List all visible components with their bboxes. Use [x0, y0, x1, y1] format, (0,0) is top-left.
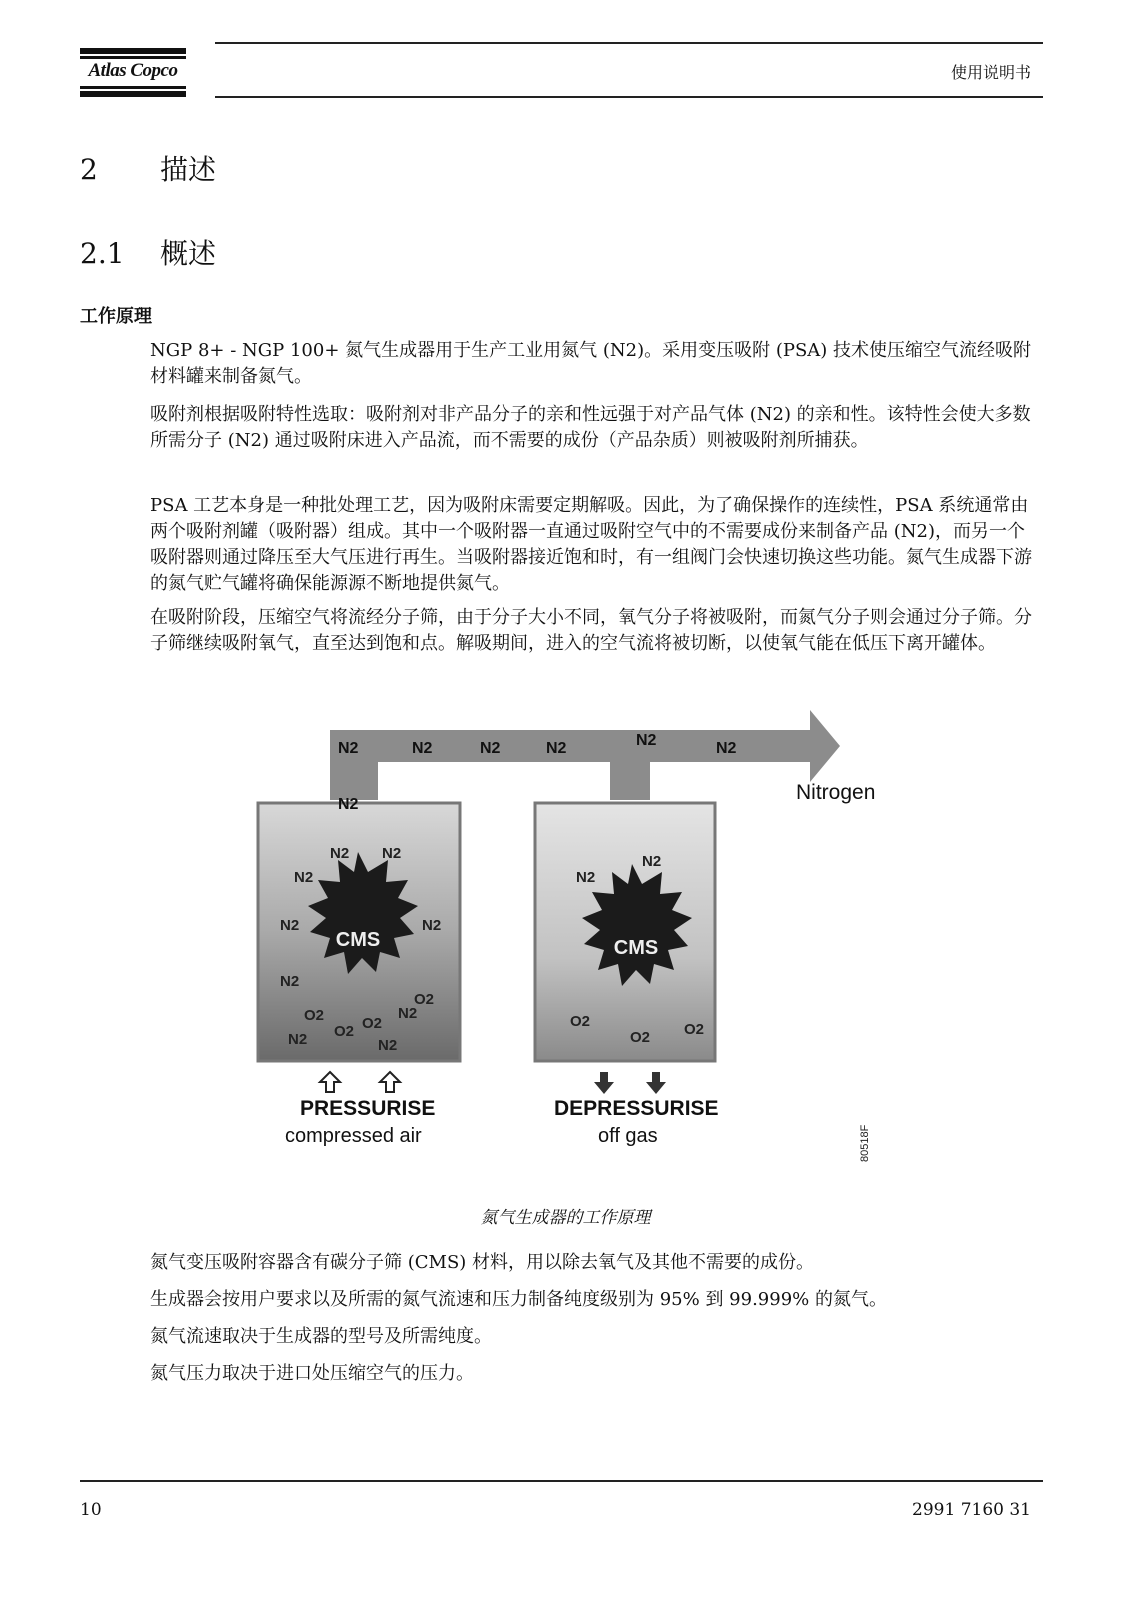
- note: 氮气流速取决于生成器的型号及所需纯度。: [150, 1326, 492, 1347]
- n2-molecule: N2: [280, 917, 300, 934]
- header-rule-bottom: [215, 96, 1043, 98]
- n2-molecule: N2: [642, 853, 662, 870]
- subsection-title: 概述: [160, 237, 217, 270]
- o2-molecule: O2: [630, 1029, 651, 1046]
- figure-ref: 80518F: [859, 1124, 871, 1162]
- paragraph: NGP 8+ - NGP 100+ 氮气生成器用于生产工业用氮气 (N2)。采用变压吸附 (PSA) 技术使压缩空气流经吸附材料罐来制备氮气。: [150, 340, 1032, 387]
- o2-molecule: O2: [684, 1021, 705, 1038]
- pipe-label: N2: [546, 740, 567, 757]
- footer-rule: [80, 1480, 1043, 1482]
- n2-molecule: N2: [330, 845, 350, 862]
- section-heading: [80, 148, 216, 188]
- note: 氮气变压吸附容器含有碳分子筛 (CMS) 材料，用以除去氧气及其他不需要的成份。: [150, 1252, 815, 1273]
- o2-molecule: O2: [414, 991, 435, 1008]
- note: 生成器会按用户要求以及所需的氮气流速和压力制备纯度级别为 95% 到 99.999% 的氮气。: [150, 1289, 887, 1310]
- n2-molecule: N2: [288, 1031, 308, 1048]
- cms-label-left: CMS: [335, 929, 381, 951]
- o2-molecule: O2: [362, 1015, 383, 1032]
- n2-molecule: N2: [378, 1037, 398, 1054]
- off-gas-label: off gas: [598, 1125, 658, 1147]
- pipe-label: N2: [636, 732, 657, 749]
- nitrogen-label: Nitrogen: [796, 781, 876, 804]
- subsection-number: 2.1: [80, 237, 125, 270]
- note: 氮气压力取决于进口处压缩空气的压力。: [150, 1363, 474, 1384]
- compressed-air-label: compressed air: [285, 1125, 422, 1147]
- n2-molecule: N2: [576, 869, 596, 886]
- o2-molecule: O2: [570, 1013, 591, 1030]
- n2-molecule: N2: [398, 1005, 418, 1022]
- cms-label-right: CMS: [613, 937, 659, 959]
- o2-molecule: O2: [304, 1007, 325, 1024]
- document-number: 2991 7160 31: [912, 1500, 1031, 1520]
- nitrogen-pipe: [330, 710, 840, 800]
- paragraph: 吸附剂根据吸附特性选取：吸附剂对非产品分子的亲和性远强于对产品气体 (N2) 的亲和性。该特性会使大多数所需分子 (N2) 通过吸附床进入产品流，而不需要的成份（产品杂质）则被吸附剂所捕获。: [150, 404, 1031, 451]
- section-number: 2: [80, 153, 98, 186]
- figure-caption: 氮气生成器的工作原理: [480, 1208, 651, 1228]
- page-number: 10: [80, 1500, 102, 1520]
- n2-molecule: N2: [294, 869, 314, 886]
- n2-molecule: N2: [280, 973, 300, 990]
- pressurise-arrows: [320, 1072, 400, 1092]
- section-title: 描述: [160, 153, 217, 186]
- pressurise-label: PRESSURISE: [300, 1097, 436, 1120]
- n2-molecule: N2: [422, 917, 442, 934]
- pipe-label: N2: [338, 796, 359, 813]
- header-title: 使用说明书: [950, 63, 1031, 82]
- subheading: 工作原理: [80, 306, 152, 327]
- pipe-label: N2: [480, 740, 501, 757]
- pipe-label: N2: [338, 740, 359, 757]
- psa-diagram: [250, 700, 900, 1180]
- depressurise-arrows: [594, 1072, 666, 1094]
- paragraph: PSA 工艺本身是一种批处理工艺，因为吸附床需要定期解吸。因此，为了确保操作的连续性，PSA 系统通常由两个吸附剂罐（吸附器）组成。其中一个吸附器一直通过吸附空气中的不需要成份来制备产品 (N2)，而另一个吸附器则通过降压至大气压进行再生。当吸附器接近饱和时，有一组阀门会快速切换这些功能。氮气生成器下游的氮气贮气罐将确保能源源不断地提供氮气。: [150, 495, 1032, 594]
- depressurise-label: DEPRESSURISE: [554, 1097, 719, 1120]
- pipe-label: N2: [716, 740, 737, 757]
- logo-text: Atlas Copco: [88, 60, 178, 81]
- o2-molecule: O2: [334, 1023, 355, 1040]
- header-rule-top: [215, 42, 1043, 44]
- n2-molecule: N2: [382, 845, 402, 862]
- pipe-label: N2: [412, 740, 433, 757]
- subsection-heading: [80, 232, 216, 272]
- paragraph: 在吸附阶段，压缩空气将流经分子筛，由于分子大小不同，氧气分子将被吸附，而氮气分子则会通过分子筛。分子筛继续吸附氧气，直至达到饱和点。解吸期间，进入的空气流将被切断，以使氧气能在低压下离开罐体。: [150, 607, 1032, 654]
